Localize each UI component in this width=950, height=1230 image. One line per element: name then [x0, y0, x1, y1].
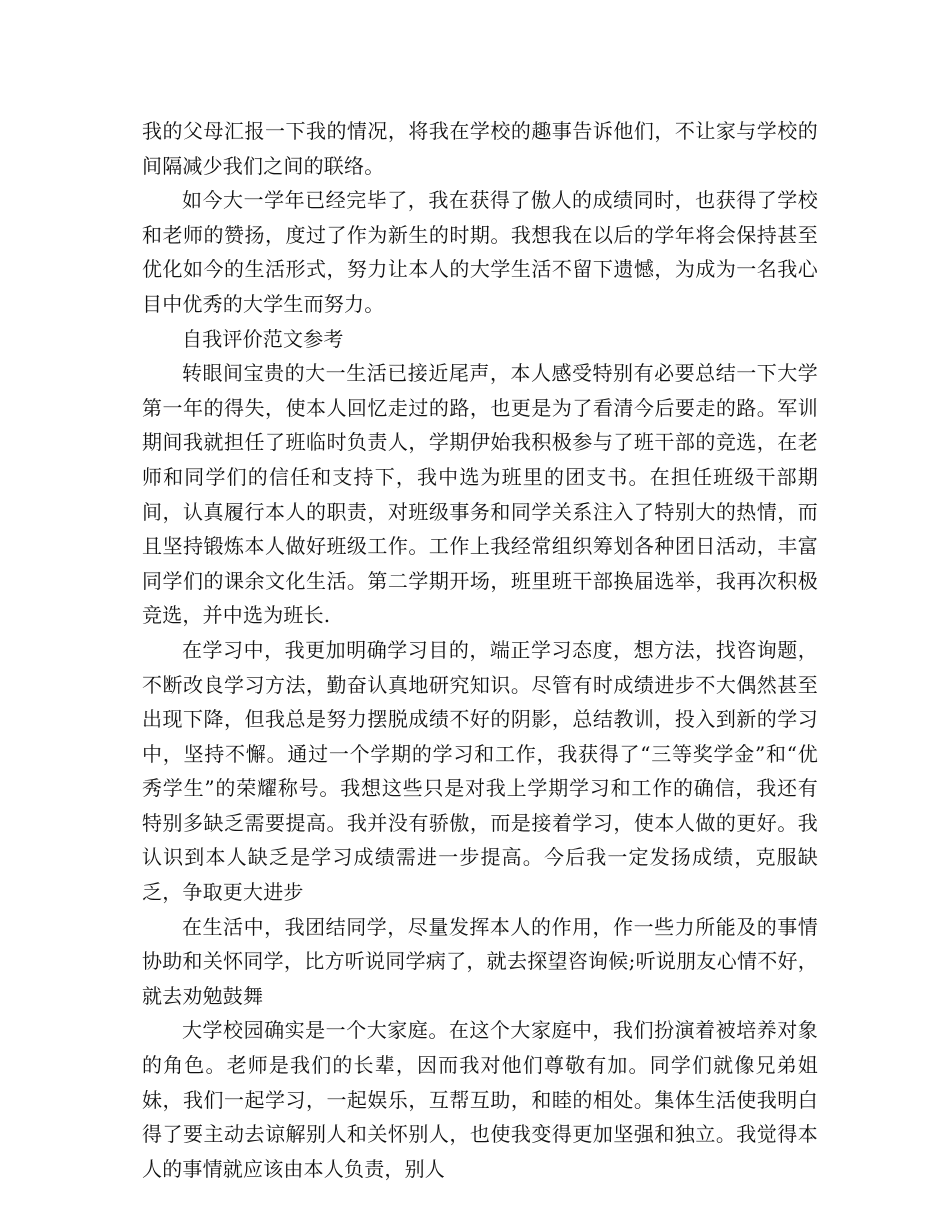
paragraph-6: 大学校园确实是一个大家庭。在这个大家庭中，我们扮演着被培养对象的角色。老师是我们的长辈，因而我对他们尊敬有加。同学们就像兄弟姐妹，我们一起学习，一起娱乐，互帮互助，和睦的相处。集体生活使我明白得了要主动去谅解别人和关怀别人，也使我变得更加坚强和独立。我觉得本人的事情就应该由本人负责，别人	[142, 1018, 818, 1181]
paragraph-3: 转眼间宝贵的大一生活已接近尾声，本人感受特别有必要总结一下大学第一年的得失，使本人回忆走过的路，也更是为了看清今后要走的路。军训期间我就担任了班临时负责人，学期伊始我积极参与了班干部的竞选，在老师和同学们的信任和支持下，我中选为班里的团支书。在担任班级干部期间，认真履行本人的职责，对班级事务和同学关系注入了特别大的热情，而且坚持锻炼本人做好班级工作。工作上我经常组织筹划各种团日活动，丰富同学们的课余文化生活。第二学期开场，班里班干部换届选举，我再次积极竞选，并中选为班长.	[142, 361, 818, 628]
paragraph-5: 在生活中，我团结同学，尽量发挥本人的作用，作一些力所能及的事情协助和关怀同学，比方听说同学病了，就去探望咨询候;听说朋友心情不好，就去劝勉鼓舞	[142, 914, 818, 1008]
section-heading: 自我评价范文参考	[182, 326, 344, 351]
paragraph-4: 在学习中，我更加明确学习目的，端正学习态度，想方法，找咨询题，不断改良学习方法，勤奋认真地研究知识。尽管有时成绩进步不大偶然甚至出现下降，但我总是努力摆脱成绩不好的阴影，总结教训，投入到新的学习中，坚持不懈。通过一个学期的学习和工作，我获得了“三等奖学金”和“优秀学生”的荣耀称号。我想这些只是对我上学期学习和工作的确信，我还有特别多缺乏需要提高。我并没有骄傲，而是接着学习，使本人做的更好。我认识到本人缺乏是学习成绩需进一步提高。今后我一定发扬成绩，克服缺乏，争取更大进步	[142, 637, 818, 905]
document-body	[142, 114, 818, 1186]
paragraph-1: 我的父母汇报一下我的情况，将我在学校的趣事告诉他们，不让家与学校的间隔减少我们之间的联络。	[142, 119, 818, 178]
paragraph-2: 如今大一学年已经完毕了，我在获得了傲人的成绩同时，也获得了学校和老师的赞扬，度过了作为新生的时期。我想我在以后的学年将会保持甚至优化如今的生活形式，努力让本人的大学生活不留下遗憾，为成为一名我心目中优秀的大学生而努力。	[142, 188, 818, 316]
